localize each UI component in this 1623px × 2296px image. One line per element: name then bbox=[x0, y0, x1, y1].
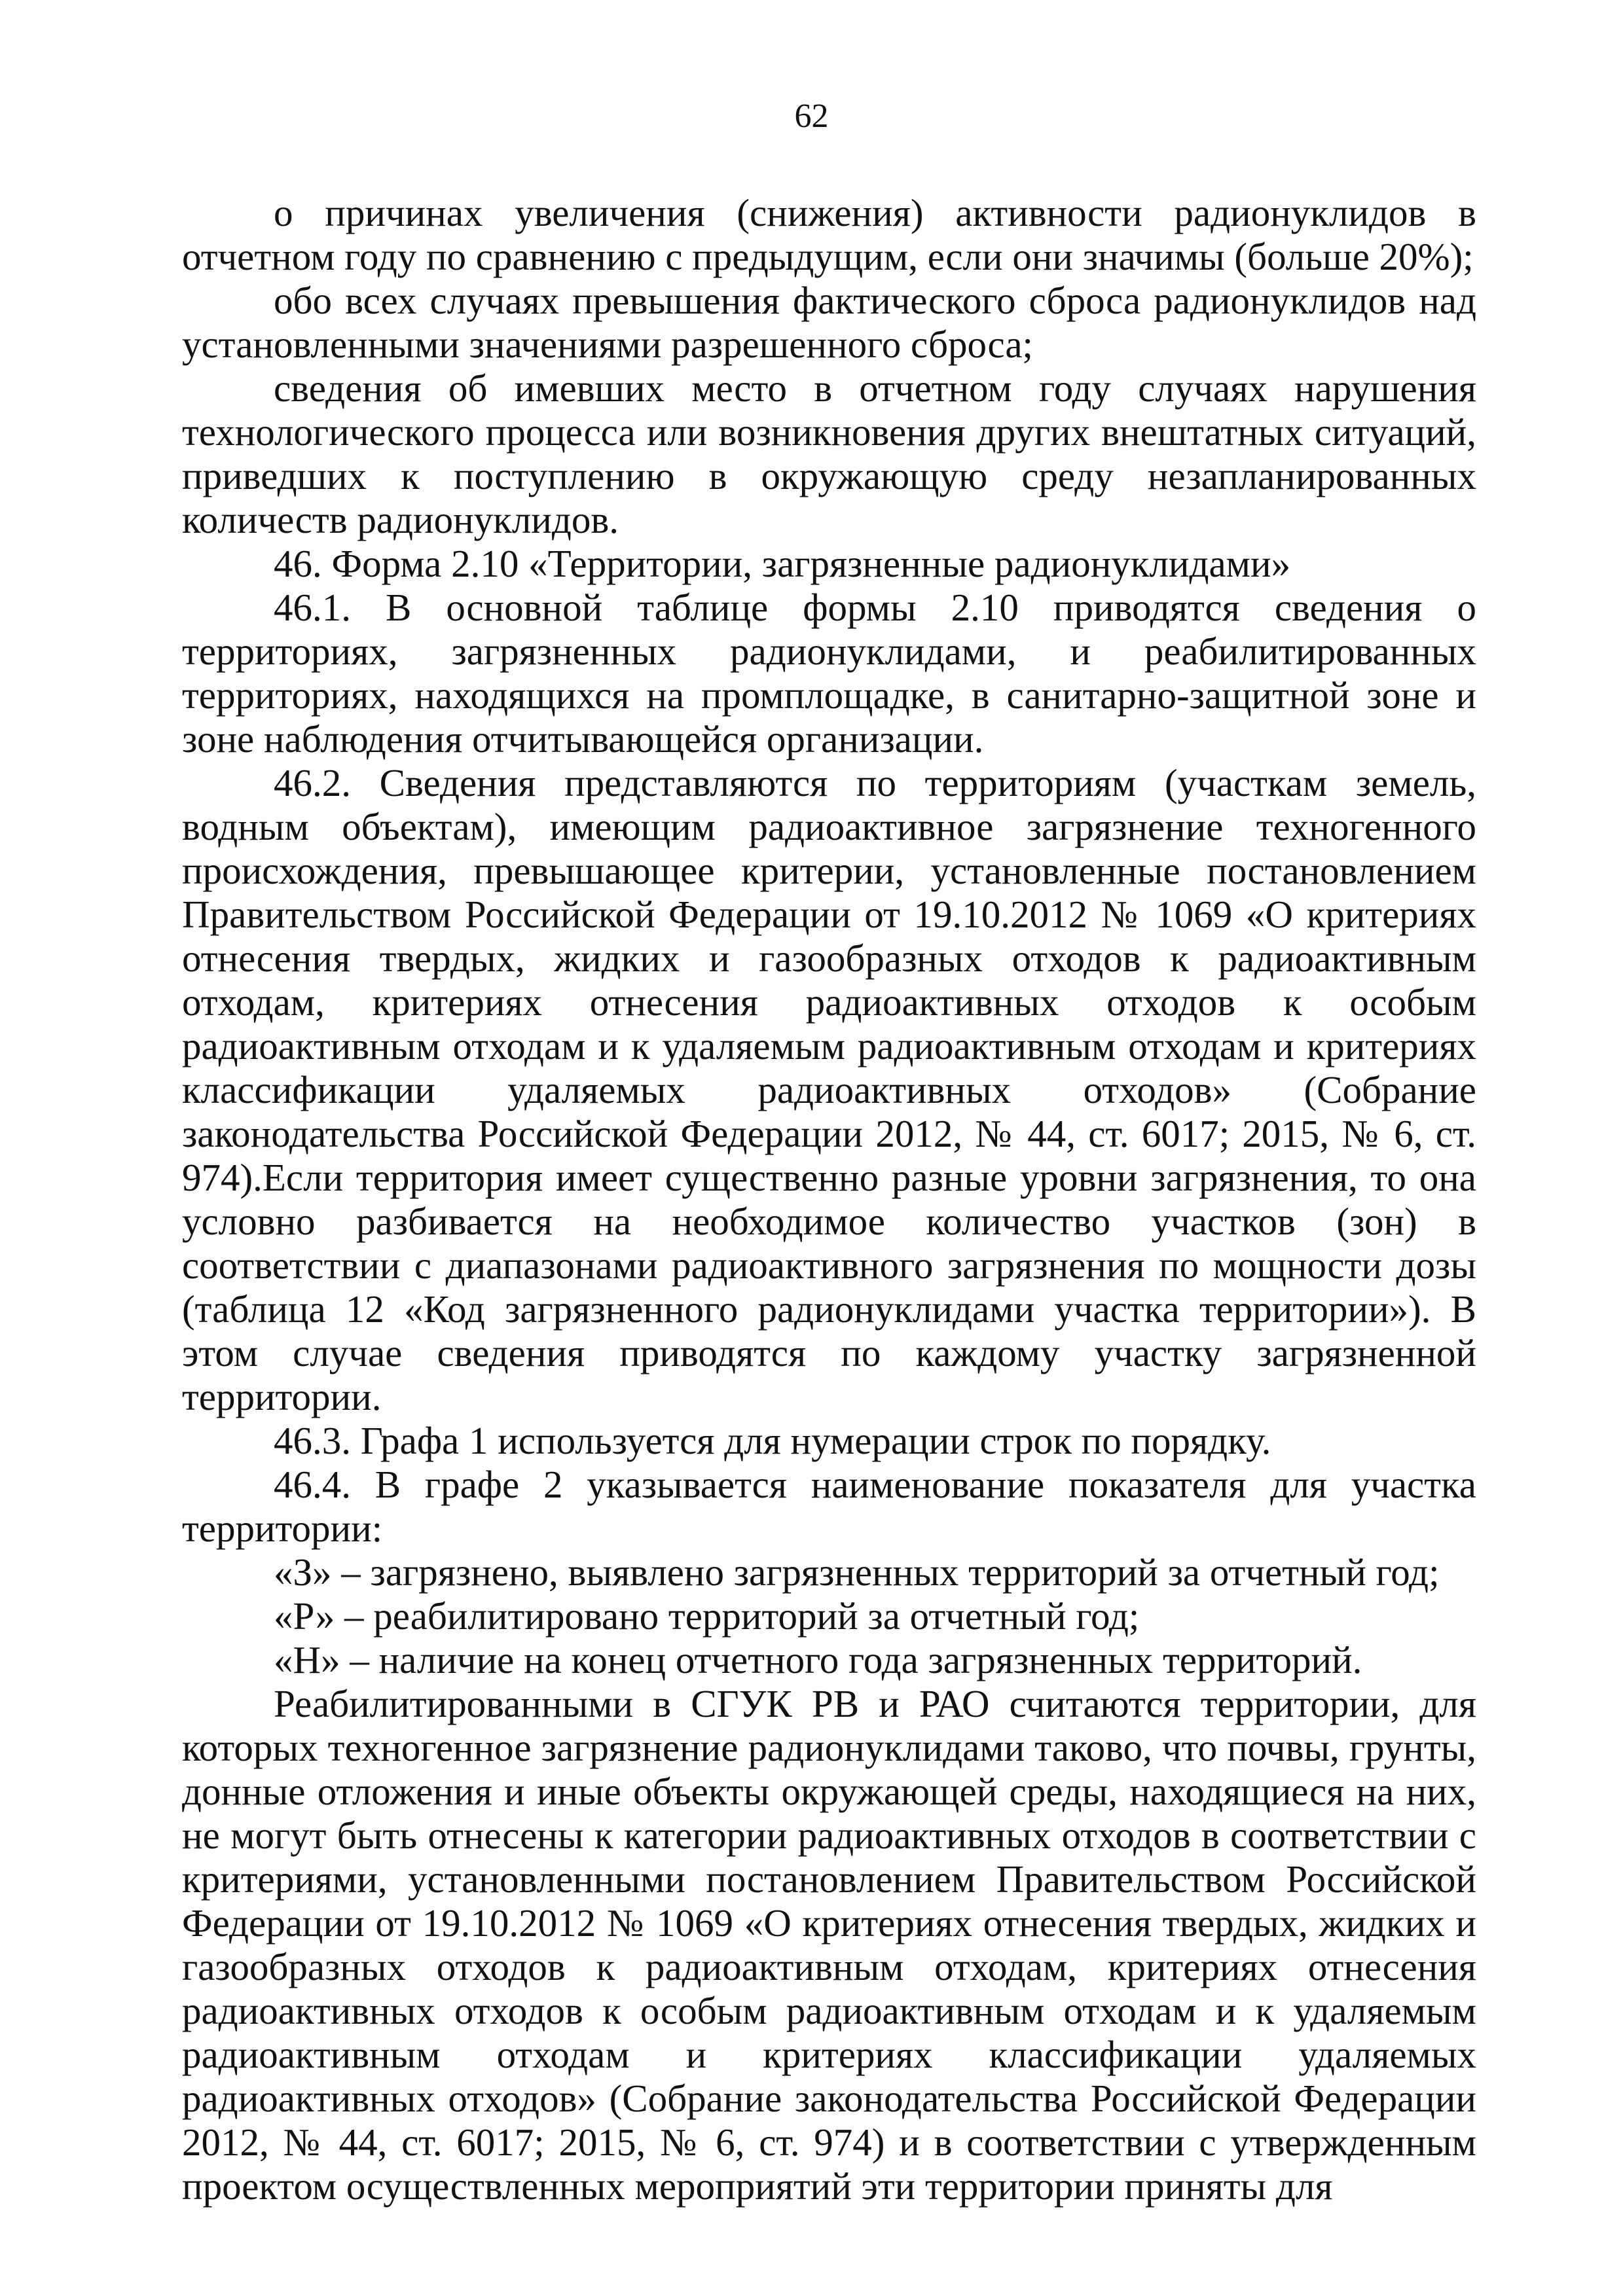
document-body bbox=[182, 191, 1476, 2208]
section-heading-46: 46. Форма 2.10 «Территории, загрязненные радионуклидами» bbox=[274, 542, 1291, 585]
paragraph-46-2: 46.2. Сведения представляются по территориям (участкам земель, водным объектам), имеющим радиоактивное загрязнение техногенного происхождения, превышающее критерии, установленные постановлением Правительством Российской Федерации от 19.10.2012 № 1069 «О критериях отнесения твердых, жидких и газообразных отходов к радиоактивным отходам, критериях отнесения радиоактивных отходов к особым радиоактивным отходам и к удаляемым радиоактивным отходам и критериях классификации удаляемых радиоактивных отходов» (Собрание законодательства Российской Федерации 2012, № 44, ст. 6017; 2015, № 6, ст. 974).Если территория имеет существенно разные уровни загрязнения, то она условно разбивается на необходимое количество участков (зон) в соответствии с диапазонами радиоактивного загрязнения по мощности дозы (таблица 12 «Код загрязненного радионуклидами участка территории»). В этом случае сведения приводятся по каждому участку загрязненной территории. bbox=[182, 761, 1476, 1418]
list-item-z: «З» – загрязнено, выявлено загрязненных территорий за отчетный год; bbox=[274, 1551, 1440, 1594]
paragraph-activity-changes: о причинах увеличения (снижения) активности радионуклидов в отчетном году по сравнению с предыдущим, если они значимы (больше 20%); bbox=[182, 191, 1476, 278]
paragraph-rehabilitated-territories: Реабилитированными в СГУК РВ и РАО считаются территории, для которых техногенное загрязнение радионуклидами таково, что почвы, грунты, донные отложения и иные объекты окружающей среды, находящиеся на них, не могут быть отнесены к категории радиоактивных отходов в соответствии с критериями, установленными постановлением Правительством Российской Федерации от 19.10.2012 № 1069 «О критериях отнесения твердых, жидких и газообразных отходов к радиоактивным отходам, критериях отнесения радиоактивных отходов к особым радиоактивным отходам и к удаляемым радиоактивным отходам и критериях классификации удаляемых радиоактивных отходов» (Собрание законодательства Российской Федерации 2012, № 44, ст. 6017; 2015, № 6, ст. 974) и в соответствии с утвержденным проектом осуществленных мероприятий эти территории приняты для bbox=[182, 1682, 1476, 2208]
paragraph-46-1: 46.1. В основной таблице формы 2.10 приводятся сведения о территориях, загрязненных радионуклидами, и реабилитированных территориях, находящихся на промплощадке, в санитарно-защитной зоне и зоне наблюдения отчитывающейся организации. bbox=[182, 586, 1476, 761]
paragraph-46-4: 46.4. В графе 2 указывается наименование показателя для участка территории: bbox=[182, 1463, 1476, 1550]
list-item-r: «Р» – реабилитировано территорий за отчетный год; bbox=[274, 1594, 1140, 1638]
paragraph-incidents: сведения об имевших место в отчетном году случаях нарушения технологического процесса или возникновения других внештатных ситуаций, приведших к поступлению в окружающую среду незапланированных количеств радионуклидов. bbox=[182, 367, 1476, 541]
paragraph-46-3: 46.3. Графа 1 используется для нумерации строк по порядку. bbox=[274, 1419, 1271, 1462]
page-number: 62 bbox=[794, 98, 829, 135]
paragraph-discharge-exceedance: обо всех случаях превышения фактического сброса радионуклидов над установленными значениями разрешенного сброса; bbox=[182, 279, 1476, 366]
list-item-n: «Н» – наличие на конец отчетного года загрязненных территорий. bbox=[274, 1638, 1362, 1681]
